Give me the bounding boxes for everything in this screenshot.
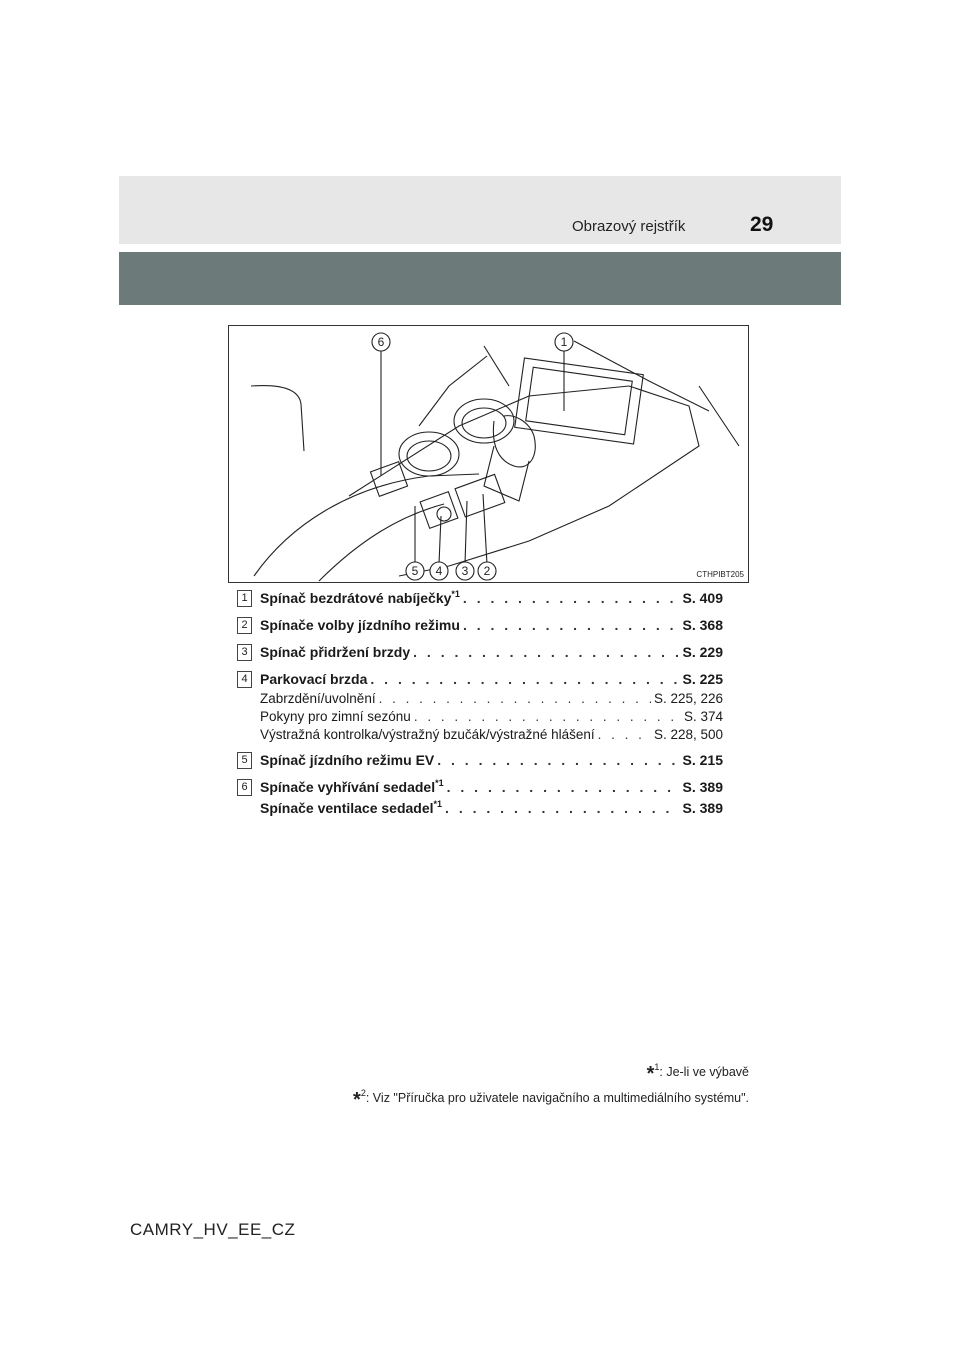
callout-label: 6 [377,335,385,349]
leader-dots [414,708,681,726]
page-reference[interactable]: S. 389 [682,779,723,795]
console-illustration [228,325,749,583]
entry-label: Spínače ventilace sedadel$^{*1}$ [260,799,443,816]
page-reference[interactable]: S. 374 [683,709,723,724]
page-reference[interactable]: S. 225, 226 [653,691,723,706]
page-reference[interactable]: S. 389 [682,800,723,816]
page-reference[interactable]: S. 215 [682,752,723,768]
sub-entry-label: Zabrzdění/uvolnění [260,691,376,706]
page-reference[interactable]: S. 409 [682,590,723,606]
sub-entry-label: Výstražná kontrolka/výstražný bzučák/výstražné hlášení [260,727,595,742]
footnote: *$^2$: Viz "Příručka pro uživatele navigačního a multimediálního systému". [353,1088,749,1111]
entry-number: 3 [237,644,252,661]
entry-label: Spínače volby jízdního režimu [260,617,460,633]
index-entry [237,750,723,771]
leader-dots [413,642,679,663]
figure-code: CTHPIBT205 [696,570,744,579]
entry-number: 6 [237,779,252,796]
callout-label: 2 [483,564,491,578]
entry-row [237,798,723,819]
wireless-charger-pad [515,358,644,444]
entry-row [237,642,723,663]
leader-dots [437,750,679,771]
footnotes [353,1060,749,1112]
console-drawing [229,326,748,582]
callout-label: 3 [461,564,469,578]
callout-label: 1 [560,335,568,349]
entry-number: 5 [237,752,252,769]
cupholder-right [454,399,514,443]
index-entry [237,615,723,636]
door-line [251,386,304,451]
index-entry [237,588,723,609]
entry-number: 2 [237,617,252,634]
index-entry [237,777,723,819]
leader-dots [598,726,651,744]
seat-edge [254,474,479,576]
footnote: *$^1$: Je-li ve výbavě [646,1062,749,1085]
entry-number: 1 [237,590,252,607]
entry-row [237,615,723,636]
page-reference[interactable]: S. 368 [682,617,723,633]
sub-entry-label: Pokyny pro zimní sezónu [260,709,411,724]
sub-entry-row [237,708,723,726]
index-list [237,588,723,819]
callout-label: 5 [411,564,419,578]
page-reference[interactable]: S. 225 [682,671,723,687]
cupholder-left [399,432,459,476]
document-code: CAMRY_HV_EE_CZ [130,1220,296,1239]
entry-label: Spínač bezdrátové nabíječky$^{*1}$ [260,589,460,606]
leader-dots [463,615,680,636]
entry-label: Parkovací brzda [260,671,368,687]
entry-label: Spínač jízdního režimu EV [260,752,435,768]
callout-label: 4 [435,564,443,578]
page-reference[interactable]: S. 228, 500 [653,727,723,742]
sub-entry-row [237,726,723,744]
entry-row [237,750,723,771]
entry-label: Spínače vyhřívání sedadel$^{*1}$ [260,778,444,795]
header-band [119,176,841,244]
entry-number: 4 [237,671,252,688]
chapter-band [119,252,841,305]
entry-row [237,588,723,609]
entry-row [237,777,723,798]
sub-entry-row [237,690,723,708]
entry-row [237,669,723,690]
page-reference[interactable]: S. 229 [682,644,723,660]
leader-dots [370,669,679,690]
page-number: 29 [750,213,774,236]
leader-dots [463,588,680,609]
section-title: Obrazový rejstřík [572,218,686,235]
entry-label: Spínač přidržení brzdy [260,644,411,660]
index-entry [237,642,723,663]
index-entry [237,669,723,744]
leader-dots [445,798,679,819]
leader-dots [379,690,651,708]
drive-mode-switches [455,474,505,517]
leader-dots [447,777,680,798]
